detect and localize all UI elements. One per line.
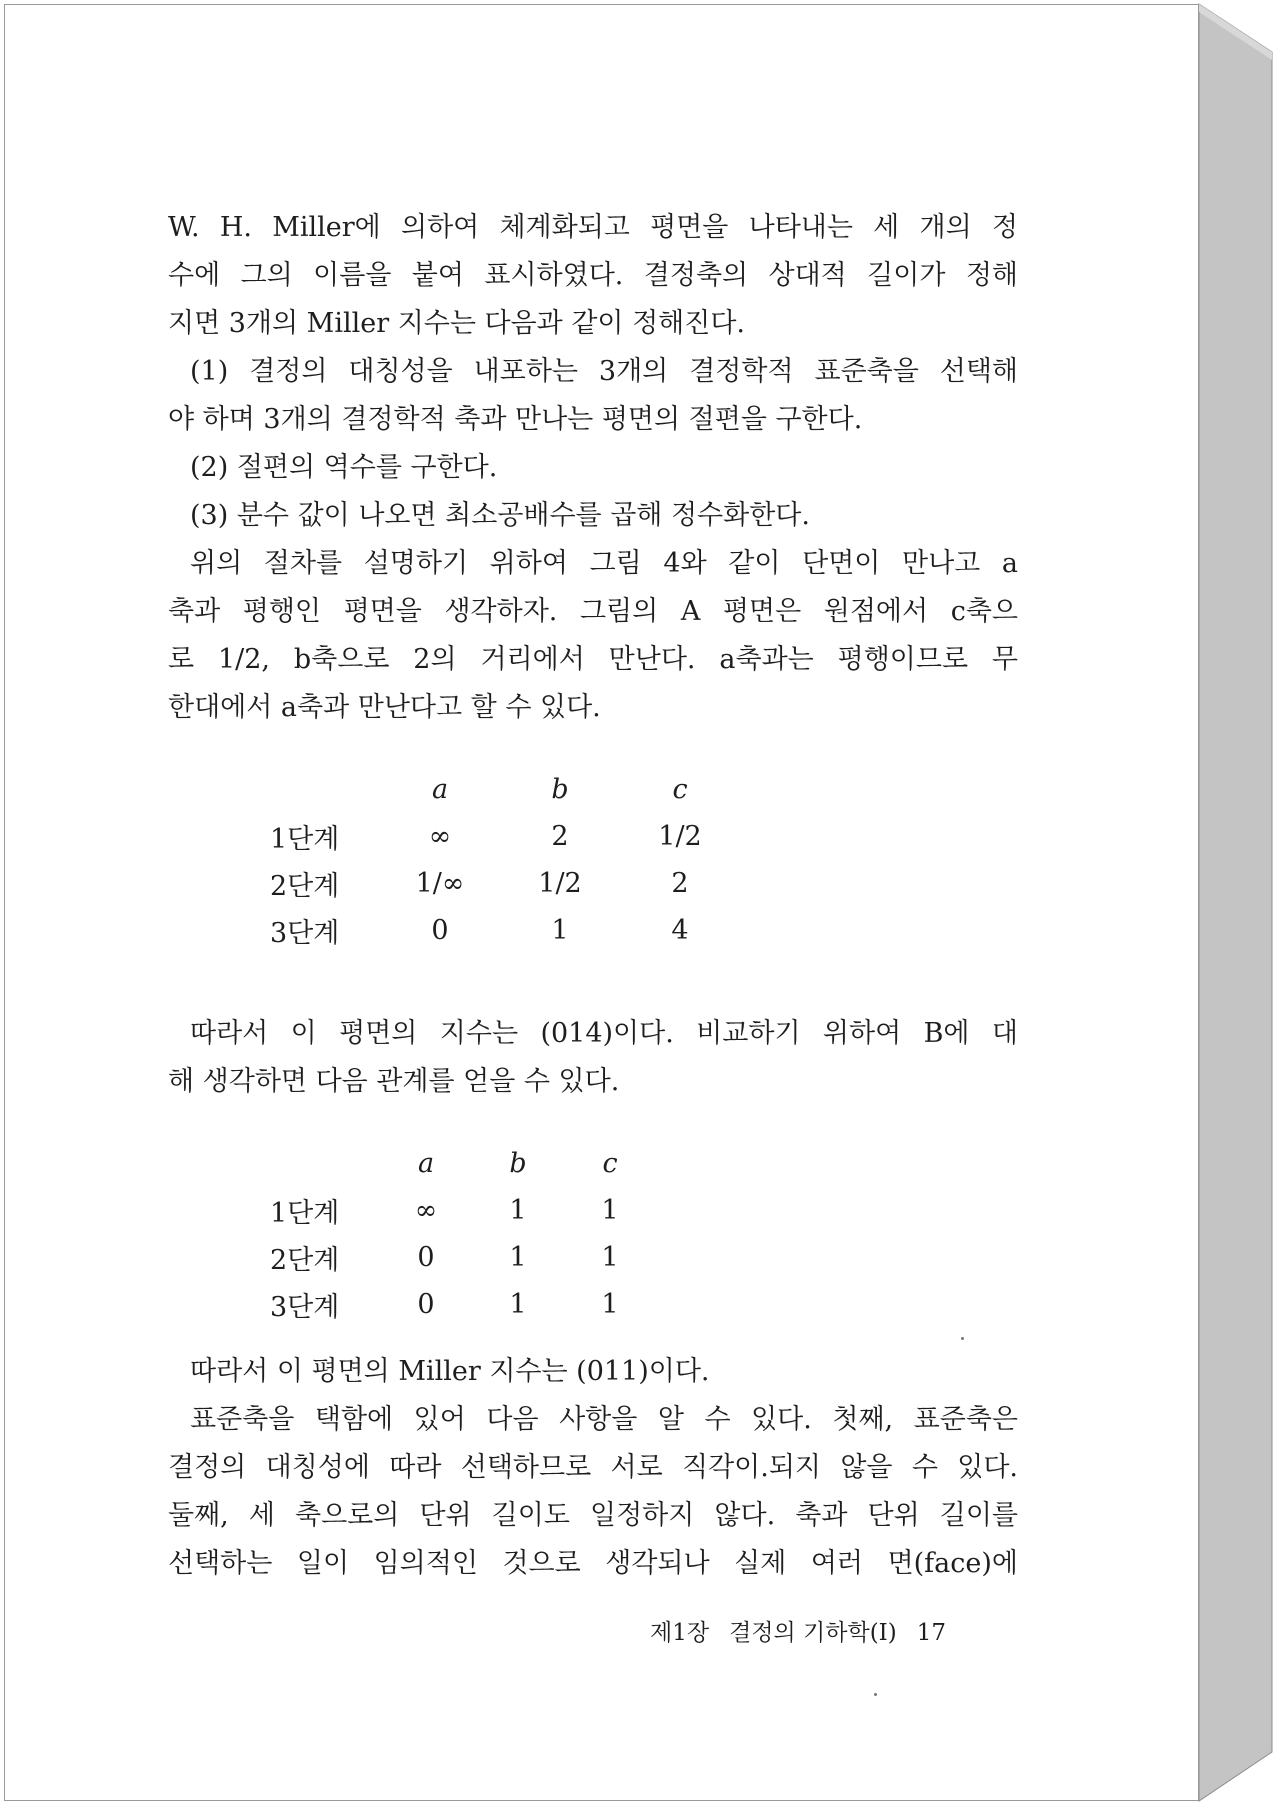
table-cell: 0 [431, 915, 449, 946]
table-header-row [270, 766, 740, 813]
header-cell: a [431, 774, 449, 805]
stage-label: 3단계 [270, 1292, 340, 1323]
step-1-line: (1) 결정의 대칭성을 내포하는 3개의 결정학적 표준축을 선택해 [190, 356, 1018, 387]
paragraph-miller-intro [168, 204, 1018, 348]
table-row [270, 813, 740, 860]
text-line: 따라서 이 평면의 지수는 (014)이다. 비교하기 위하여 B에 대 [190, 1018, 1018, 1049]
table-cell: 1 [601, 1195, 619, 1226]
table-row [270, 907, 740, 954]
table-cell: 1 [551, 915, 569, 946]
text-line: 로 1/2, b축으로 2의 거리에서 만난다. a축과는 평행이므로 무 [168, 644, 1018, 675]
page-number: 17 [916, 1620, 947, 1646]
header-cell: c [602, 1148, 618, 1179]
paragraph-example [168, 540, 1018, 732]
stage-label: 3단계 [270, 918, 340, 949]
header-cell: a [417, 1148, 435, 1179]
table-row [270, 1234, 656, 1281]
table-cell: 1 [509, 1242, 527, 1273]
chapter-title: 결정의 기하학(I) [729, 1620, 897, 1646]
text-line: 위의 절차를 설명하기 위하여 그림 4와 같이 단면이 만나고 a [190, 548, 1018, 579]
table-cell: 1 [509, 1195, 527, 1226]
step-2-line: (2) 절편의 역수를 구한다. [190, 452, 498, 483]
table-row [270, 1281, 656, 1328]
step-1-line: 야 하며 3개의 결정학적 축과 만나는 평면의 절편을 구한다. [168, 404, 863, 435]
text-line: 수에 그의 이름을 붙여 표시하였다. 결정축의 상대적 길이가 정해 [168, 260, 1018, 291]
table-cell: 1 [509, 1289, 527, 1320]
header-cell: c [672, 774, 688, 805]
body-text [168, 204, 1018, 1588]
text-line: 한대에서 a축과 만난다고 할 수 있다. [168, 692, 601, 723]
stage-label: 1단계 [270, 1198, 340, 1229]
text-line: 축과 평행인 평면을 생각하자. 그림의 A 평면은 원점에서 c축으 [168, 596, 1018, 627]
stage-label: 1단계 [270, 824, 340, 855]
table-cell: 2 [551, 821, 569, 852]
table-cell: 1/2 [658, 821, 702, 852]
table-cell: ∞ [428, 821, 452, 852]
text-line: 표준축을 택함에 있어 다음 사항을 알 수 있다. 첫째, 표준축은 [190, 1404, 1018, 1435]
scan-speck [874, 1693, 877, 1696]
paragraph-result [168, 1348, 1018, 1396]
text-line: 따라서 이 평면의 Miller 지수는 (011)이다. [190, 1356, 710, 1387]
table-cell: 1/∞ [415, 868, 465, 899]
stage-table-plane-a [270, 766, 740, 954]
stage-table-plane-b [270, 1140, 656, 1328]
table-cell: 1 [601, 1289, 619, 1320]
text-line: 선택하는 일이 임의적인 것으로 생각되나 실제 여러 면(face)에 [168, 1548, 1018, 1579]
text-line: 결정의 대칭성에 따라 선택하므로 서로 직각이.되지 않을 수 있다. [168, 1452, 1018, 1483]
text-line: 지면 3개의 Miller 지수는 다음과 같이 정해진다. [168, 308, 746, 339]
table-cell: 0 [417, 1242, 435, 1273]
table-cell: 1 [601, 1242, 619, 1273]
text-line: W. H. Miller에 의하여 체계화되고 평면을 나타내는 세 개의 정 [168, 212, 1018, 243]
stage-label: 2단계 [270, 1245, 340, 1276]
table-row [270, 860, 740, 907]
running-footer [650, 1614, 946, 1647]
table-cell: 4 [671, 915, 689, 946]
table-cell: 1/2 [538, 868, 582, 899]
table-header-row [270, 1140, 656, 1187]
header-cell: b [551, 774, 569, 805]
table-cell: ∞ [414, 1195, 438, 1226]
text-line: 해 생각하면 다음 관계를 얻을 수 있다. [168, 1066, 620, 1097]
header-cell: b [509, 1148, 527, 1179]
paragraph-plane-b [168, 1010, 1018, 1106]
step-3-line: (3) 분수 값이 나오면 최소공배수를 곱해 정수화한다. [190, 500, 810, 531]
stage-label: 2단계 [270, 871, 340, 902]
table-row [270, 1187, 656, 1234]
table-cell: 0 [417, 1289, 435, 1320]
paragraph-standard-axes [168, 1396, 1018, 1588]
chapter-label: 제1장 [650, 1620, 710, 1646]
text-line: 둘째, 세 축으로의 단위 길이도 일정하지 않다. 축과 단위 길이를 [168, 1500, 1018, 1531]
table-cell: 2 [671, 868, 689, 899]
procedure-steps [168, 348, 1018, 540]
